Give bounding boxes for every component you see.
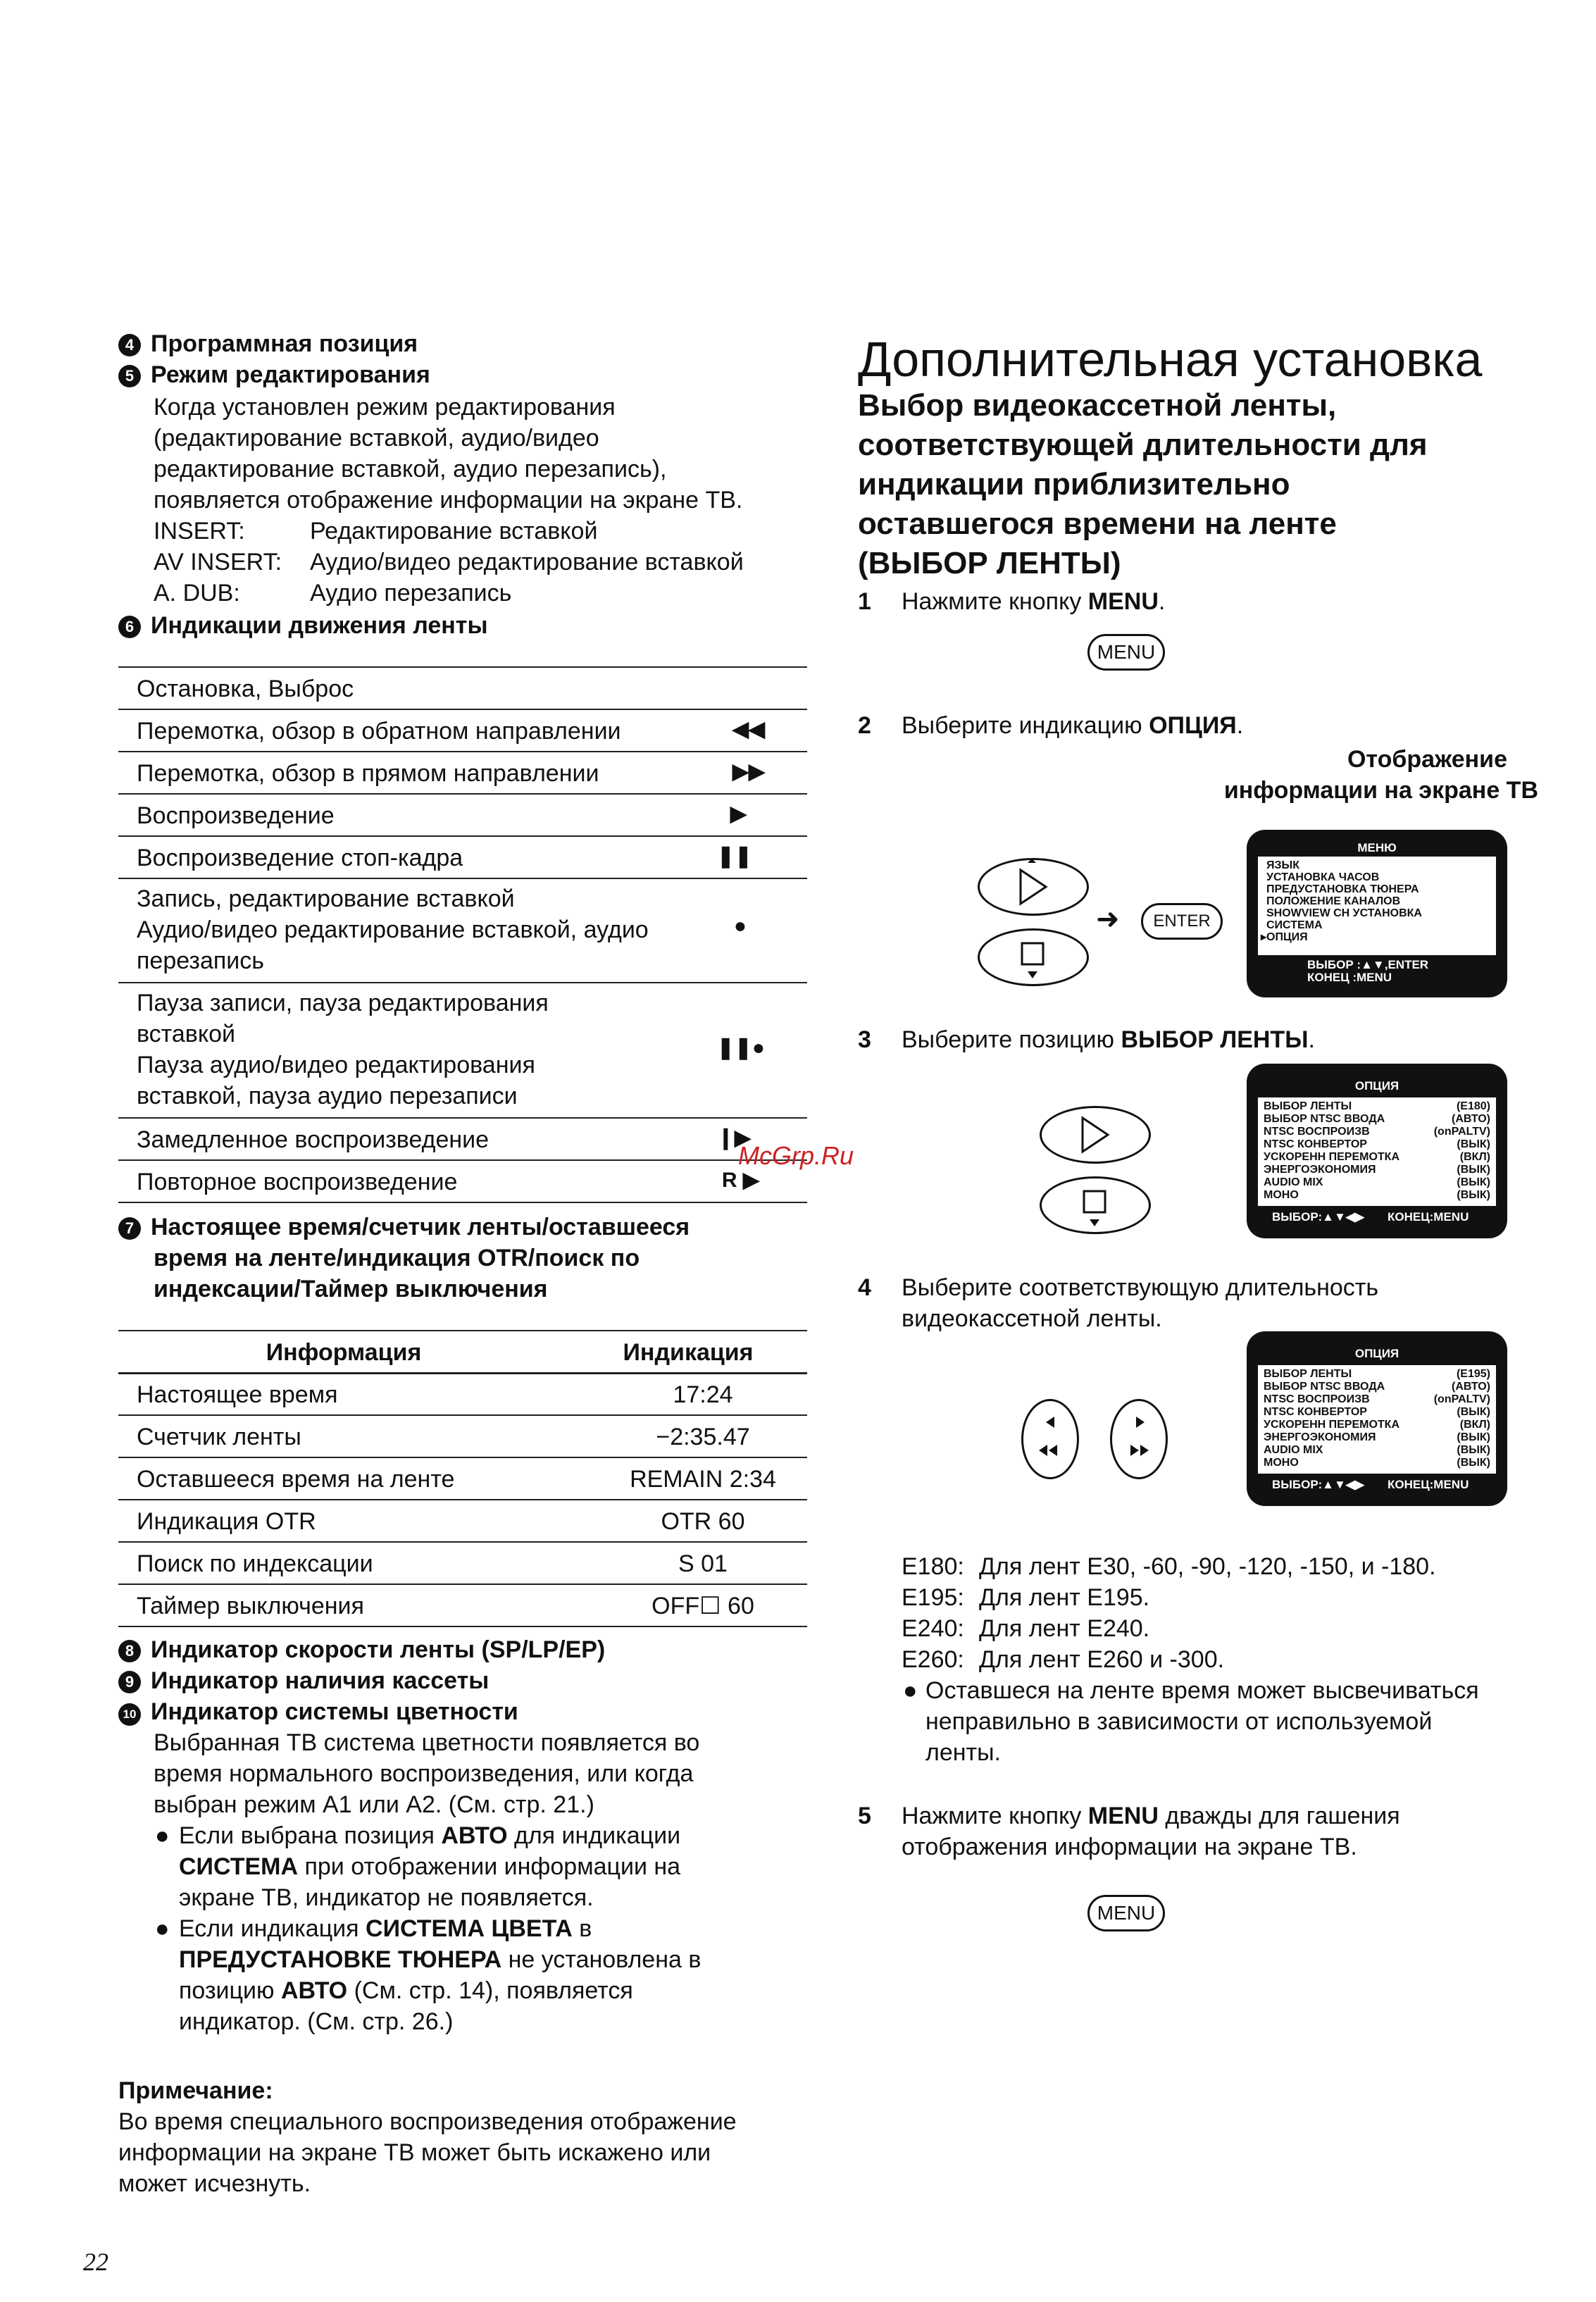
info-row-5-value: S 01 [678,1550,728,1577]
table-rule [118,1541,807,1543]
marker-7: 7 [118,1217,141,1240]
step-2-text: Выберите индикацию ОПЦИЯ. [902,712,1244,739]
table-rule [118,1584,807,1585]
pause-icon: ❚❚ [716,845,752,868]
item-7-title-3: индексации/Таймер выключения [154,1276,548,1302]
bullet-2-line-3: позицию АВТО (См. стр. 14), появляется [179,1977,633,2004]
down-square-icon [980,931,1087,984]
bullet-dot: ● [903,1677,918,1704]
watermark: McGrp.Ru [738,1141,854,1170]
tape-row-9-label: Повторное воспроизведение [137,1169,458,1195]
osd-caption-1: Отображение [1347,746,1507,773]
repeat-play-icon: R ▶ [721,1169,759,1192]
tape-note-2: неправильно в зависимости от используемой [925,1708,1433,1735]
info-header-indication: Индикация [623,1339,754,1366]
osd-option-row: МОНО (ВЫК) [1264,1189,1490,1201]
osd-menu-footer-1: ВЫБОР :▲▼,ENTER [1307,958,1429,971]
info-header-info: Информация [266,1339,422,1366]
osd-option-row: МОНО (ВЫК) [1264,1457,1490,1469]
osd-option-row: AUDIO MIX (ВЫК) [1264,1444,1490,1456]
note-text-3: может исчезнуть. [118,2170,311,2197]
osd-option-footer-2: КОНЕЦ:MENU [1388,1210,1469,1224]
osd-menu-item-selected: ▸ОПЦИЯ [1261,931,1308,943]
table-rule [118,1626,807,1627]
record-icon: ● [733,914,747,938]
tape-row-8-label: Замедленное воспроизведение [137,1126,490,1153]
osd-option-screen-2 [1247,1331,1507,1506]
osd-option-body [1258,1097,1496,1206]
edit-mode-key-3: A. DUB: [154,580,240,606]
tape-row-7-line-2: вставкой [137,1021,236,1047]
tape-row-4-label: Воспроизведение [137,802,335,829]
page-number: 22 [83,2248,108,2276]
item-8-title: 8 Индикатор скорости ленты (SP/LP/EP) [118,1634,605,1665]
osd-option-row: NTSC КОНВЕРТОР (ВЫК) [1264,1138,1490,1150]
table-rule [118,1117,807,1119]
info-row-6-value: OFF☐ 60 [652,1593,754,1619]
note-text-2: информации на экране ТВ может быть искажено или [118,2139,711,2166]
tape-value-2: Для лент E195. [979,1584,1150,1611]
menu-button-2[interactable]: MENU [1087,1895,1165,1931]
osd-menu-header: МЕНЮ [1357,841,1397,854]
osd-option-header: ОПЦИЯ [1354,1079,1399,1093]
item-5-title: 5 Режим редактирования [118,359,430,390]
bullet-1-line-2: СИСТЕМА при отображении информации на [179,1853,681,1880]
osd-option-footer-1: ВЫБОР:▲▼◀▶ [1272,1478,1364,1491]
osd-option-row: NTSC ВОСПРОИЗВ (onPALTV) [1264,1126,1490,1138]
page-title: Дополнительная установка [858,332,1483,387]
table-rule [118,1414,807,1416]
step-2-number: 2 [858,712,871,739]
marker-8: 8 [118,1640,141,1662]
osd-option-row: ВЫБОР NTSC ВВОДА (АВТО) [1264,1113,1490,1125]
tape-row-6-line-3: перезапись [137,947,265,974]
info-row-1-label: Настоящее время [137,1381,338,1408]
step-1-text: Нажмите кнопку MENU. [902,588,1166,615]
table-rule [118,1499,807,1500]
osd-option-footer-2: КОНЕЦ:MENU [1388,1478,1469,1491]
edit-mode-key-2: AV INSERT: [154,549,282,576]
tape-value-1: Для лент E30, -60, -90, -120, -150, и -180. [979,1553,1436,1580]
up-arrow-icon [1042,1108,1149,1162]
right-button[interactable] [1110,1399,1168,1479]
item-5-text-2: (редактирование вставкой, аудио/видео [154,425,599,452]
bullet-2-line-4: индикатор. (См. стр. 26.) [179,2008,454,2035]
table-rule [118,666,807,668]
menu-button-1[interactable]: MENU [1087,634,1165,671]
tape-row-7-line-3: Пауза аудио/видео редактирования [137,1052,535,1078]
osd-menu-item: SHOWVIEW CH УСТАНОВКА [1266,907,1422,919]
item-4-title: 4 Программная позиция [118,328,418,359]
step-5-text-1: Нажмите кнопку MENU дважды для гашения [902,1803,1400,1829]
step-4-text-1: Выберите соответствующую длительность [902,1274,1379,1301]
tape-value-4: Для лент E260 и -300. [979,1646,1225,1673]
item-10-text-2: время нормального воспроизведения, или когда [154,1760,694,1787]
down-button[interactable] [1040,1176,1151,1234]
edit-mode-value-1: Редактирование вставкой [310,518,598,545]
osd-menu-item: ПРЕДУСТАНОВКА ТЮНЕРА [1266,883,1419,895]
osd-menu-screen [1247,830,1507,997]
forward-right-icon [1112,1401,1166,1477]
note-text-1: Во время специального воспроизведения отображение [118,2108,737,2135]
item-5-text-1: Когда установлен режим редактирования [154,394,616,421]
tape-row-6-line-2: Аудио/видео редактирование вставкой, аудио [137,916,649,943]
osd-menu-item: СИСТЕМА [1266,919,1323,931]
marker-5: 5 [118,365,141,387]
bullet-1-line-1: Если выбрана позиция АВТО для индикации [179,1822,681,1849]
item-7-title-2: время на ленте/индикация OTR/поиск по [154,1245,640,1271]
down-button[interactable] [978,928,1089,986]
table-rule [118,1372,807,1374]
info-row-1-value: 17:24 [673,1381,733,1408]
item-10-title: 10 Индикатор системы цветности [118,1696,518,1727]
play-icon: ▶ [730,802,747,826]
info-row-2-value: −2:35.47 [656,1424,750,1450]
table-rule [118,1330,807,1331]
item-9-title: 9 Индикатор наличия кассеты [118,1665,489,1696]
marker-9: 9 [118,1671,141,1693]
item-10-text-1: Выбранная ТВ система цветности появляется во [154,1729,700,1756]
tape-note-3: ленты. [925,1739,1001,1766]
left-button[interactable] [1021,1399,1079,1479]
marker-10: 10 [118,1703,141,1726]
step-3-number: 3 [858,1026,871,1053]
tape-row-2-label: Перемотка, обзор в обратном направлении [137,718,621,745]
marker-4: 4 [118,334,141,356]
enter-button[interactable]: ENTER [1141,903,1223,940]
step-5-text-2: отображения информации на экране ТВ. [902,1834,1357,1860]
edit-mode-value-2: Аудио/видео редактирование вставкой [310,549,744,576]
info-row-3-label: Оставшееся время на ленте [137,1466,455,1493]
bullet-2-line-1: Если индикация СИСТЕМА ЦВЕТА в [179,1915,592,1942]
up-button[interactable] [1040,1106,1151,1164]
tape-key-4: E260: [902,1646,964,1673]
step-4-number: 4 [858,1274,871,1301]
record-pause-icon: ❚❚● [716,1036,765,1059]
fast-forward-icon: ▶▶ [732,760,765,783]
tape-row-1-label: Остановка, Выброс [137,676,354,702]
osd-menu-footer-2: КОНЕЦ :MENU [1307,971,1392,984]
bullet-2 [155,1913,170,1944]
osd-option-row: ЭНЕРГОЭКОНОМИЯ (ВЫК) [1264,1431,1490,1443]
rewind-icon: ◀◀ [732,718,765,741]
osd-option-row: ЭНЕРГОЭКОНОМИЯ (ВЫК) [1264,1164,1490,1176]
tape-key-3: E240: [902,1615,964,1642]
tape-row-3-label: Перемотка, обзор в прямом направлении [137,760,599,787]
marker-6: 6 [118,616,141,638]
tape-key-2: E195: [902,1584,964,1611]
bullet-dot: ● [155,1915,170,1942]
tape-row-5-label: Воспроизведение стоп-кадра [137,845,463,871]
osd-option-body [1258,1365,1496,1474]
table-rule [118,709,807,710]
step-3-text: Выберите позицию ВЫБОР ЛЕНТЫ. [902,1026,1315,1053]
step-5-number: 5 [858,1803,871,1829]
info-row-4-value: OTR 60 [661,1508,745,1535]
subtitle-3: индикации приблизительно [858,467,1290,502]
note-title: Примечание: [118,2077,273,2104]
down-square-icon [1042,1178,1149,1232]
tape-key-1: E180: [902,1553,964,1580]
item-5-text-3: редактирование вставкой, аудио перезапись), [154,456,667,483]
osd-menu-body [1258,857,1496,955]
item-7-title-1: 7 Настоящее время/счетчик ленты/оставшееся [118,1212,690,1243]
info-row-5-label: Поиск по индексации [137,1550,373,1577]
bullet-dot: ● [155,1822,170,1849]
osd-option-row: AUDIO MIX (ВЫК) [1264,1176,1490,1188]
osd-menu-item: УСТАНОВКА ЧАСОВ [1266,871,1380,883]
info-row-6-label: Таймер выключения [137,1593,364,1619]
subtitle-5: (ВЫБОР ЛЕНТЫ) [858,546,1121,580]
item-10-text-3: выбран режим А1 или А2. (См. стр. 21.) [154,1791,594,1818]
rewind-left-icon [1023,1401,1077,1477]
osd-option-header: ОПЦИЯ [1354,1347,1399,1360]
osd-option-row: ВЫБОР NTSC ВВОДА (АВТО) [1264,1381,1490,1393]
step-4-text-2: видеокассетной ленты. [902,1305,1162,1332]
osd-option-row: NTSC КОНВЕРТОР (ВЫК) [1264,1406,1490,1418]
subtitle-2: соответствующей длительности для [858,428,1428,462]
up-button[interactable] [978,858,1089,916]
info-row-4-label: Индикация OTR [137,1508,316,1535]
table-rule [118,835,807,837]
osd-option-row: УСКОРЕНН ПЕРЕМОТКА (ВКЛ) [1264,1151,1490,1163]
osd-option-row: УСКОРЕНН ПЕРЕМОТКА (ВКЛ) [1264,1419,1490,1431]
subtitle-1: Выбор видеокассетной ленты, [858,388,1337,423]
up-arrow-icon [980,860,1087,914]
table-rule [118,793,807,795]
osd-menu-item: ЯЗЫК [1266,859,1299,871]
edit-mode-key-1: INSERT: [154,518,245,545]
item-5-text-4: появляется отображение информации на экране ТВ. [154,487,743,514]
bullet-1 [155,1820,170,1851]
slow-play-icon: ❙▶ [716,1126,751,1150]
tape-value-3: Для лент E240. [979,1615,1150,1642]
osd-option-row: ВЫБОР ЛЕНТЫ (E180) [1264,1100,1490,1112]
tape-note-1: Оставшеся на ленте время может высвечиваться [925,1677,1479,1704]
osd-option-footer-1: ВЫБОР:▲▼◀▶ [1272,1210,1364,1224]
tape-note-bullet [903,1675,918,1706]
table-rule [118,878,807,879]
bullet-1-line-3: экране ТВ, индикатор не появляется. [179,1884,594,1911]
subtitle-4: оставшегося времени на ленте [858,506,1337,541]
edit-mode-value-3: Аудио перезапись [310,580,512,606]
table-rule [118,751,807,752]
arrow-right-icon: ➜ [1096,904,1120,935]
info-row-2-label: Счетчик ленты [137,1424,301,1450]
info-row-3-value: REMAIN 2:34 [630,1466,776,1493]
osd-option-row: ВЫБОР ЛЕНТЫ (E195) [1264,1368,1490,1380]
table-rule [118,1202,807,1203]
tape-row-6-line-1: Запись, редактирование вставкой [137,885,515,912]
table-rule [118,982,807,983]
table-rule [118,1457,807,1458]
bullet-2-line-2: ПРЕДУСТАНОВКЕ ТЮНЕРА не установлена в [179,1946,702,1973]
osd-caption-2: информации на экране ТВ [1223,777,1538,804]
item-6-title: 6 Индикации движения ленты [118,610,488,641]
osd-option-row: NTSC ВОСПРОИЗВ (onPALTV) [1264,1393,1490,1405]
table-rule [118,1159,807,1161]
osd-option-screen [1247,1064,1507,1238]
osd-menu-item: ПОЛОЖЕНИЕ КАНАЛОВ [1266,895,1401,907]
step-1-number: 1 [858,588,871,615]
tape-row-7-line-1: Пауза записи, пауза редактирования [137,990,549,1016]
tape-row-7-line-4: вставкой, пауза аудио перезаписи [137,1083,518,1109]
